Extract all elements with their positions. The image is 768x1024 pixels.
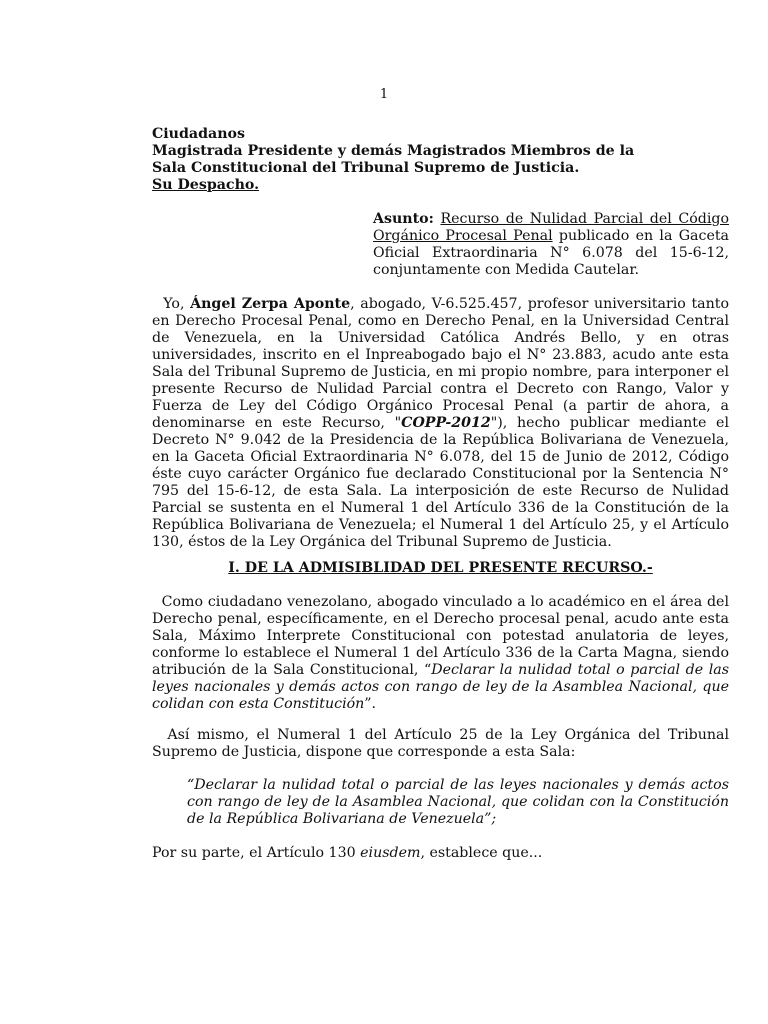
intro-text: , abogado, V-6.525.457, profesor universitario tanto en Derecho Procesal Penal, como en Derecho Penal, en la Universidad Central de Venezuela, en la Universidad Católica Andrés Bello, y en otras universidades, inscrito en el Inpreabogado bajo el N° 23.883, acudo ante esta Sala del Tribunal Supremo de Justicia, en mi propio nombre, para interponer el presente Recurso de Nulidad Parcial contra el Decreto con Rango, Valor y Fuerza de Ley del Código Orgánico Procesal Penal (a partir de ahora, a denominarse en este Recurso, " — [152, 296, 729, 431]
subject-title: Recurso de Nulidad Parcial del Código Orgánico Procesal Penal — [373, 211, 729, 244]
addressee-line: Magistrada Presidente y demás Magistrados Miembros de la — [152, 143, 635, 159]
article-25-paragraph — [152, 727, 729, 761]
page-number: 1 — [379, 87, 389, 102]
addressee-block — [152, 126, 712, 194]
addressee-line: Sala Constitucional del Tribunal Supremo de Justicia. — [152, 160, 580, 176]
addressee-line: Ciudadanos — [152, 126, 245, 142]
admissibility-paragraph — [152, 594, 729, 713]
section-heading-tail: .- — [641, 560, 653, 576]
article-130-lead: Por su parte, el Artículo 130 — [152, 845, 361, 861]
article-130-paragraph — [152, 845, 729, 862]
subject-block — [373, 211, 729, 279]
intro-text-continued: "), hecho publicar mediante el Decreto N° 9.042 de la Presidencia de la República Bolivariana de Venezuela, en la Gaceta Oficial Extraordinaria N° 6.078, del 15 de Junio de 2012, Código éste cuyo carácter Orgánico fue declarado Constitucional por la Sentencia N° 795 del 15-6-12, de esta Sala. La interposición de este Recurso de Nulidad Parcial se sustenta en el Numeral 1 del Artículo 336 de la Constitución de la República Bolivariana de Venezuela; el Numeral 1 del Artículo 25, y el Artículo 130, éstos de la Ley Orgánica del Tribunal Supremo de Justicia. — [152, 415, 729, 550]
admissibility-citation: Declarar la nulidad total o parcial de las leyes nacionales y demás actos con rango de ley de la Asamblea Nacional, que colidan con esta Constitución — [152, 662, 730, 712]
subject-details: publicado en la Gaceta Oficial Extraordinaria N° 6.078 del 15-6-12, conjuntamente con Medida Cautelar. — [373, 228, 729, 278]
section-heading-text: I. DE LA ADMISIBLIDAD DEL PRESENTE RECURSO — [228, 560, 642, 576]
eiusdem-term: eiusdem — [360, 845, 421, 861]
subject-label: Asunto: — [373, 211, 434, 227]
admissibility-text: Como ciudadano venezolano, abogado vinculado a lo académico en el área del Derecho penal, específicamente, en el Derecho procesal penal, acudo ante esta Sala, Máximo Interprete Constitucional con potestad anulatoria de leyes, conforme lo establece el Numeral 1 del Artículo 336 de la Carta Magna, siendo atribución de la Sala Constitucional, “ — [152, 594, 729, 678]
article-130-end: , establece que... — [420, 845, 543, 861]
intro-lead: Yo, — [163, 296, 191, 312]
admissibility-end: ”. — [364, 696, 377, 712]
section-heading — [152, 560, 729, 577]
author-name: Ángel Zerpa Aponte — [190, 296, 351, 312]
article-25-text: Así mismo, el Numeral 1 del Artículo 25 de la Ley Orgánica del Tribunal Supremo de Justicia, dispone que corresponde a esta Sala: — [152, 727, 729, 760]
copp-abbreviation: COPP-2012 — [401, 415, 491, 431]
intro-paragraph — [152, 296, 729, 551]
addressee-closing: Su Despacho. — [152, 177, 260, 193]
legal-quote: “Declarar la nulidad total o parcial de las leyes nacionales y demás actos con rango de ley de la Asamblea Nacional, que colidan con la Constitución de la República Bolivariana de Venezuela”; — [187, 777, 729, 827]
